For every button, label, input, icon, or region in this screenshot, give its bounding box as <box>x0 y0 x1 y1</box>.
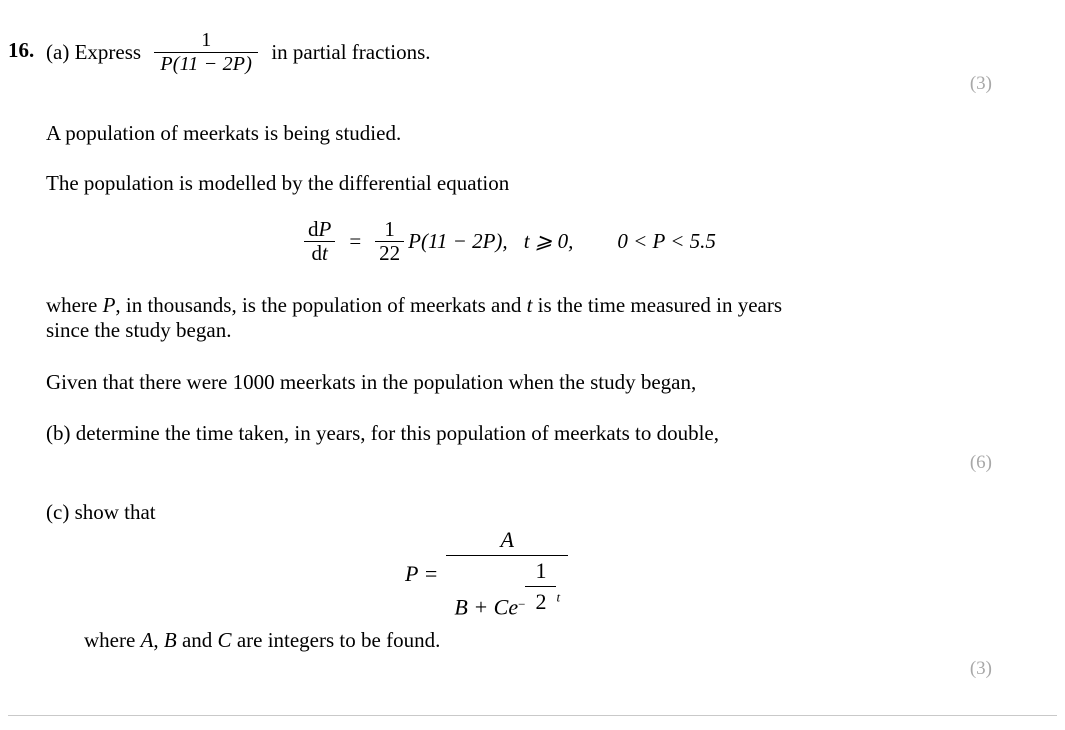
derivative-numerator: dP <box>308 217 332 241</box>
inline-fraction-a <box>154 30 258 75</box>
question-part-b-line <box>46 419 719 447</box>
statement-model: The population is modelled by the differential equation <box>46 171 510 195</box>
exponent-denominator: 2 <box>535 589 547 615</box>
fraction-numerator: 1 <box>201 29 212 51</box>
statement-constants <box>84 626 440 654</box>
solution-lhs: P = <box>405 561 439 587</box>
constant-a: A <box>140 628 154 652</box>
solution-denominator <box>446 556 568 620</box>
exponent-fraction <box>525 560 556 613</box>
exponent-minus-sign: − <box>518 597 526 613</box>
statement-where-line2: since the study began. <box>46 318 232 342</box>
question-part-a-line <box>46 30 431 75</box>
fraction-denominator: P(11 − 2P) <box>160 53 253 75</box>
ode-domain-t: t ⩾ 0, <box>523 228 574 253</box>
solution-numerator: A <box>500 527 514 552</box>
coefficient-fraction <box>375 218 404 265</box>
statement-given: Given that there were 1000 meerkats in the population when the study began, <box>46 370 697 394</box>
equals-sign: = <box>349 228 362 253</box>
marks-part-b: (6) <box>969 452 992 473</box>
displayed-equation-solution <box>405 528 568 620</box>
part-label-b: (b) <box>46 421 71 445</box>
constants-suffix: are integers to be found. <box>231 628 441 652</box>
where-suffix: is the time measured in years <box>532 293 783 317</box>
derivative-fraction <box>304 218 335 265</box>
coefficient-denominator: 22 <box>379 240 401 265</box>
solution-fraction <box>446 528 568 620</box>
marks-part-c: (3) <box>969 658 992 679</box>
constants-separator-2: and <box>176 628 218 652</box>
where-prefix: where <box>46 293 103 317</box>
part-c-text: show that <box>74 500 156 524</box>
page-bottom-divider <box>8 715 1057 716</box>
marks-part-a: (3) <box>969 73 992 94</box>
question-number: 16. <box>8 38 35 62</box>
derivative-denominator: dt <box>311 240 328 265</box>
part-a-text-before: Express <box>74 40 142 64</box>
exponent-numerator: 1 <box>535 558 547 584</box>
constants-prefix: where <box>84 628 141 652</box>
part-b-text: determine the time taken, in years, for this population of meerkats to double, <box>75 421 719 445</box>
where-variable-t: t <box>526 293 533 317</box>
ode-rhs-expression: P(11 − 2P), <box>408 228 508 253</box>
solution-exponent <box>518 560 560 613</box>
statement-where-line1 <box>46 291 782 319</box>
coefficient-numerator: 1 <box>384 217 395 241</box>
exponent-variable: t <box>556 590 561 606</box>
ode-domain-p: 0 < P < 5.5 <box>617 228 716 253</box>
constant-c: C <box>217 628 232 652</box>
displayed-equation-ode <box>300 218 716 265</box>
statement-intro: A population of meerkats is being studied. <box>46 121 402 145</box>
question-part-c-line <box>46 498 156 526</box>
constant-b: B <box>163 628 177 652</box>
where-middle: , in thousands, is the population of meerkats and <box>115 293 527 317</box>
part-a-text-after: in partial fractions. <box>271 40 431 64</box>
constants-separator-1: , <box>153 628 164 652</box>
solution-denominator-base: B + Ce <box>454 595 519 621</box>
part-label-a: (a) <box>46 40 70 64</box>
where-variable-p: P <box>102 293 116 317</box>
part-label-c: (c) <box>46 500 70 524</box>
